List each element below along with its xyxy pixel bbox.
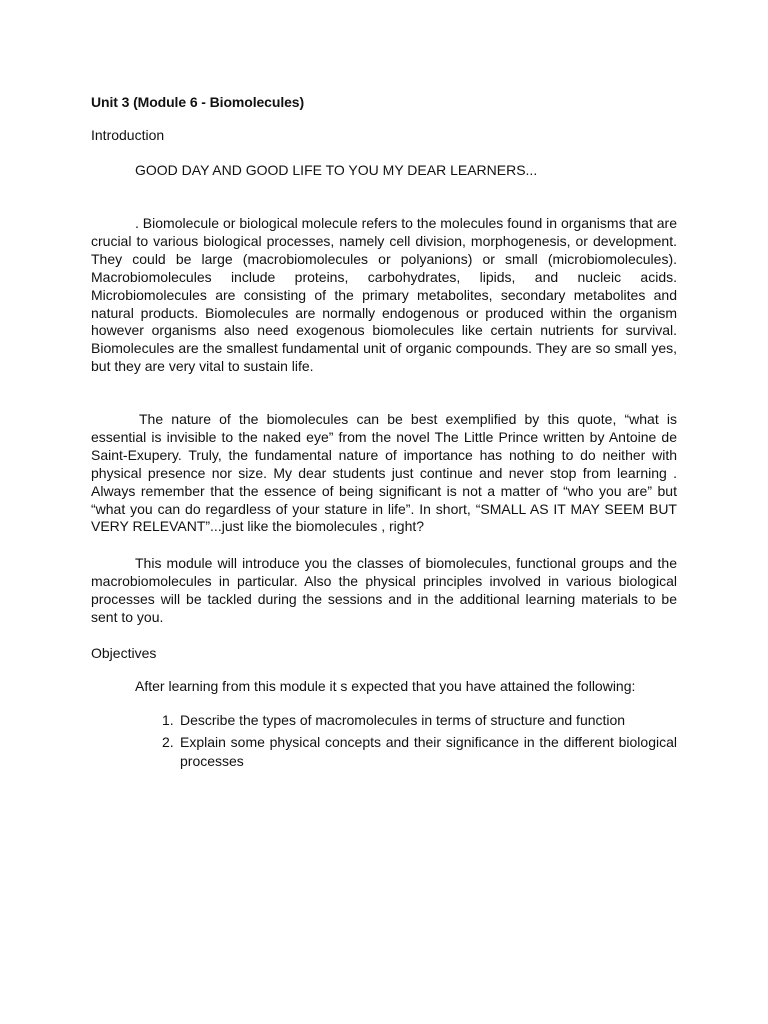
objectives-heading: Objectives (91, 645, 157, 661)
objective-item (91, 733, 677, 772)
objective-text: Explain some physical concepts and their significance in the different biological processes (180, 733, 677, 769)
objective-text: Describe the types of macromolecules in terms of structure and function (180, 712, 626, 728)
objective-number: 1. (162, 712, 174, 728)
objectives-intro: After learning from this module it s expected that you have attained the following: (135, 678, 636, 694)
introduction-paragraph-3: This module will introduce you the classes of biomolecules, functional groups and the macrobiomolecules in particular. Also the physical principles involved in various biological processes will be tackled during the sessions and in the additional learning materials to be sent to you. (91, 555, 677, 625)
introduction-paragraph-1: . Biomolecule or biological molecule refers to the molecules found in organisms that are crucial to various biological processes, namely cell division, morphogenesis, or development. They could be large (macrobiomolecules or polyanions) or small (microbiomolecules). Macrobiomolecules include proteins, carbohydrates, lipids, and nucleic acids. Microbiomolecules are consisting of the primary metabolites, secondary metabolites and natural products. Biomolecules are normally endogenous or produced within the organism however organisms also need exogenous biomolecules like certain nutrients for survival. Biomolecules are the smallest fundamental unit of organic compounds. They are so small yes, but they are very vital to sustain life. (91, 215, 677, 375)
greeting-line: GOOD DAY AND GOOD LIFE TO YOU MY DEAR LEARNERS... (135, 162, 538, 178)
introduction-heading: Introduction (91, 127, 165, 143)
objectives-list (91, 711, 677, 774)
objective-item (91, 711, 677, 731)
introduction-paragraph-2: The nature of the biomolecules can be best exemplified by this quote, “what is essential is invisible to the naked eye” from the novel The Little Prince written by Antoine de Saint-Exupery. Truly, the fundamental nature of importance has nothing to do neither with physical presence nor size. My dear students just continue and never stop from learning . Always remember that the essence of being significant is not a matter of “who you are” but “what you can do regardless of your stature in life”. In short, “SMALL AS IT MAY SEEM BUT VERY RELEVANT”...just like the biomolecules , right? (91, 411, 677, 535)
document-title: Unit 3 (Module 6 - Biomolecules) (91, 94, 305, 110)
objective-number: 2. (162, 733, 174, 750)
